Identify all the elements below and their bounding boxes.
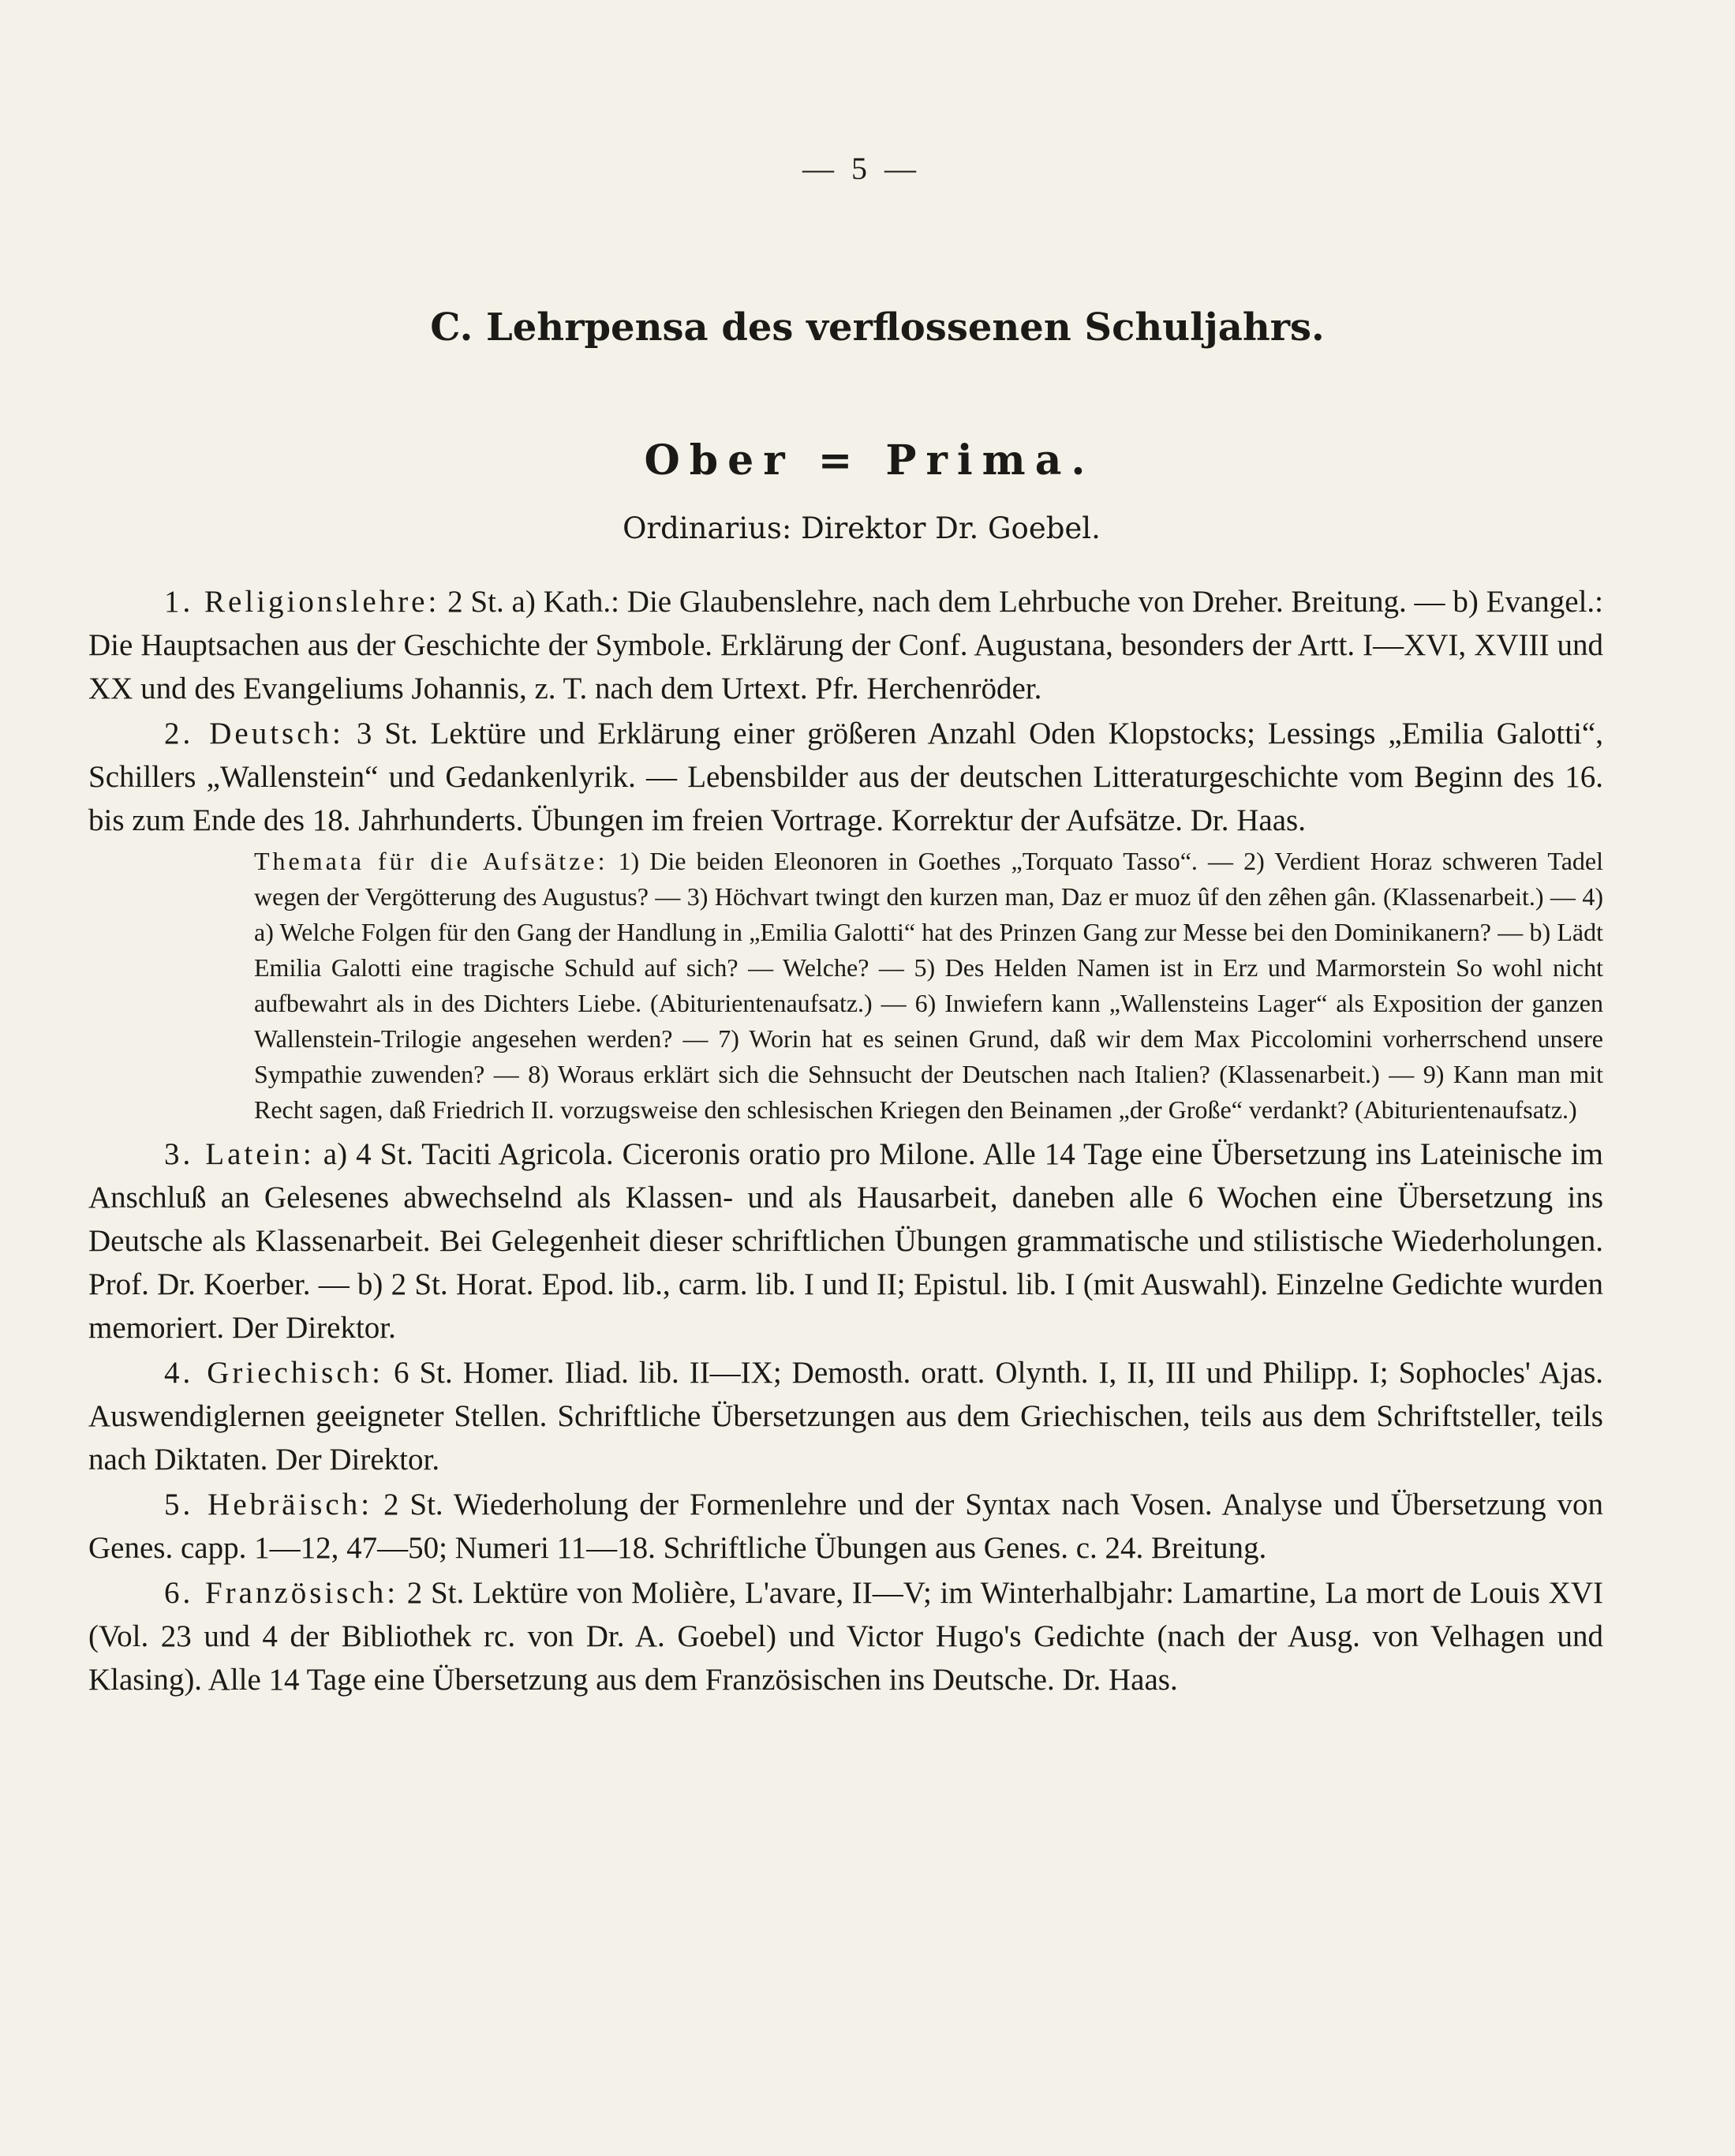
class-title: Ober = Prima. xyxy=(644,436,1095,485)
essay-themes xyxy=(88,844,1603,1128)
subject-religion xyxy=(88,580,1603,710)
subject-hebrew xyxy=(88,1483,1603,1570)
subject-text: 3 St. Lektüre und Erklärung einer größeren Anzahl Oden Klopstocks; Lessings „Emilia Galotti“, Schillers „Wallenstein“ und Gedankenlyrik. — Lebensbilder aus der deutschen Litteraturgeschichte vom Beginn des 16. bis zum Ende des 18. Jahrhunderts. Übungen im freien Vortrage. Korrektur der Aufsätze. Dr. Haas. xyxy=(88,717,1603,837)
subject-latin xyxy=(88,1132,1603,1349)
subject-text: 2 St. Wiederholung der Formenlehre und der Syntax nach Vosen. Analyse und Übersetzung von Genes. capp. 1—12, 47—50; Numeri 11—18. Schriftliche Übungen aus Genes. c. 24. Breitung. xyxy=(88,1488,1604,1565)
subject-french xyxy=(88,1571,1603,1701)
subject-text: 2 St. Lektüre von Molière, L'avare, II—V; im Winterhalbjahr: Lamartine, La mort de Louis XVI (Vol. 23 und 4 der Bibliothek rc. von Dr. A. Goebel) und Victor Hugo's Gedichte (nach der Ausg. von Velhagen und Klasing). Alle 14 Tage eine Übersetzung aus dem Französischen ins Deutsche. Dr. Haas. xyxy=(88,1576,1604,1697)
subject-text: 6 St. Homer. Iliad. lib. II—IX; Demosth. oratt. Olynth. I, II, III und Philipp. I; Sophocles' Ajas. Auswendiglernen geeigneter Stellen. Schriftliche Übersetzungen aus dem Griechischen, teils aus dem Schriftsteller, teils nach Diktaten. Der Direktor. xyxy=(88,1356,1603,1477)
page-content xyxy=(88,150,1603,1703)
themes-heading: Themata für die Aufsätze: xyxy=(254,847,608,875)
subject-heading: 3. Latein: xyxy=(164,1137,315,1171)
themes-text: 1) Die beiden Eleonoren in Goethes „Torquato Tasso“. — 2) Verdient Horaz schweren Tadel wegen der Vergötterung des Augustus? — 3) Höchvart twingt den kurzen man, Daz er muoz ûf den zêhen gân. (Klassenarbeit.) — 4) a) Welche Folgen für den Gang der Handlung in „Emilia Galotti“ hat des Prinzen Gang zur Messe bei den Dominikanern? — b) Lädt Emilia Galotti eine tragische Schuld auf sich? — Welche? — 5) Des Helden Namen ist in Erz und Marmorstein So wohl nicht aufbewahrt als in des Dichters Liebe. (Abiturientenaufsatz.) — 6) Inwiefern kann „Wallensteins Lager“ als Exposition der ganzen Wallenstein-Trilogie angesehen werden? — 7) Worin hat es seinen Grund, daß wir dem Max Piccolomini vorherrschend unsere Sympathie zuwenden? — 8) Woraus erklärt sich die Sehnsucht der Deutschen nach Italien? (Klassenarbeit.) — 9) Kann man mit Recht sagen, daß Friedrich II. vorzugsweise den schlesischen Kriegen den Beinamen „der Große“ verdankt? (Abiturientenaufsatz.) xyxy=(254,847,1604,1124)
subject-greek xyxy=(88,1351,1603,1481)
subject-heading: 1. Religionslehre: xyxy=(164,585,440,619)
subject-text: 2 St. a) Kath.: Die Glaubenslehre, nach dem Lehrbuche von Dreher. Breitung. — b) Evangel.: Die Hauptsachen aus der Geschichte der Symbole. Erklärung der Conf. Augustana, besonders der Artt. I—XVI, XVIII und XX und des Evangeliums Johannis, z. T. nach dem Urtext. Pfr. Herchenröder. xyxy=(88,585,1603,706)
section-title: C. Lehrpensa des verflossenen Schuljahrs. xyxy=(430,305,1325,350)
ordinarius-line: Ordinarius: Direktor Dr. Goebel. xyxy=(623,511,1101,545)
subject-heading: 6. Französisch: xyxy=(164,1576,399,1610)
subject-heading: 4. Griechisch: xyxy=(164,1356,383,1390)
subject-text: a) 4 St. Taciti Agricola. Ciceronis oratio pro Milone. Alle 14 Tage eine Übersetzung ins Lateinische im Anschluß an Gelesenes abwechselnd als Klassen- und als Hausarbeit, daneben alle 6 Wochen eine Übersetzung ins Deutsche als Klassenarbeit. Bei Gelegenheit dieser schriftlichen Übungen grammatische und stilistische Wiederholungen. Prof. Dr. Koerber. — b) 2 St. Horat. Epod. lib., carm. lib. I und II; Epistul. lib. I (mit Auswahl). Einzelne Gedichte wurden memoriert. Der Direktor. xyxy=(88,1137,1603,1345)
subject-heading: 2. Deutsch: xyxy=(164,717,344,750)
subject-german xyxy=(88,712,1603,842)
page-number: — 5 — xyxy=(802,151,921,186)
subject-heading: 5. Hebräisch: xyxy=(164,1488,373,1522)
